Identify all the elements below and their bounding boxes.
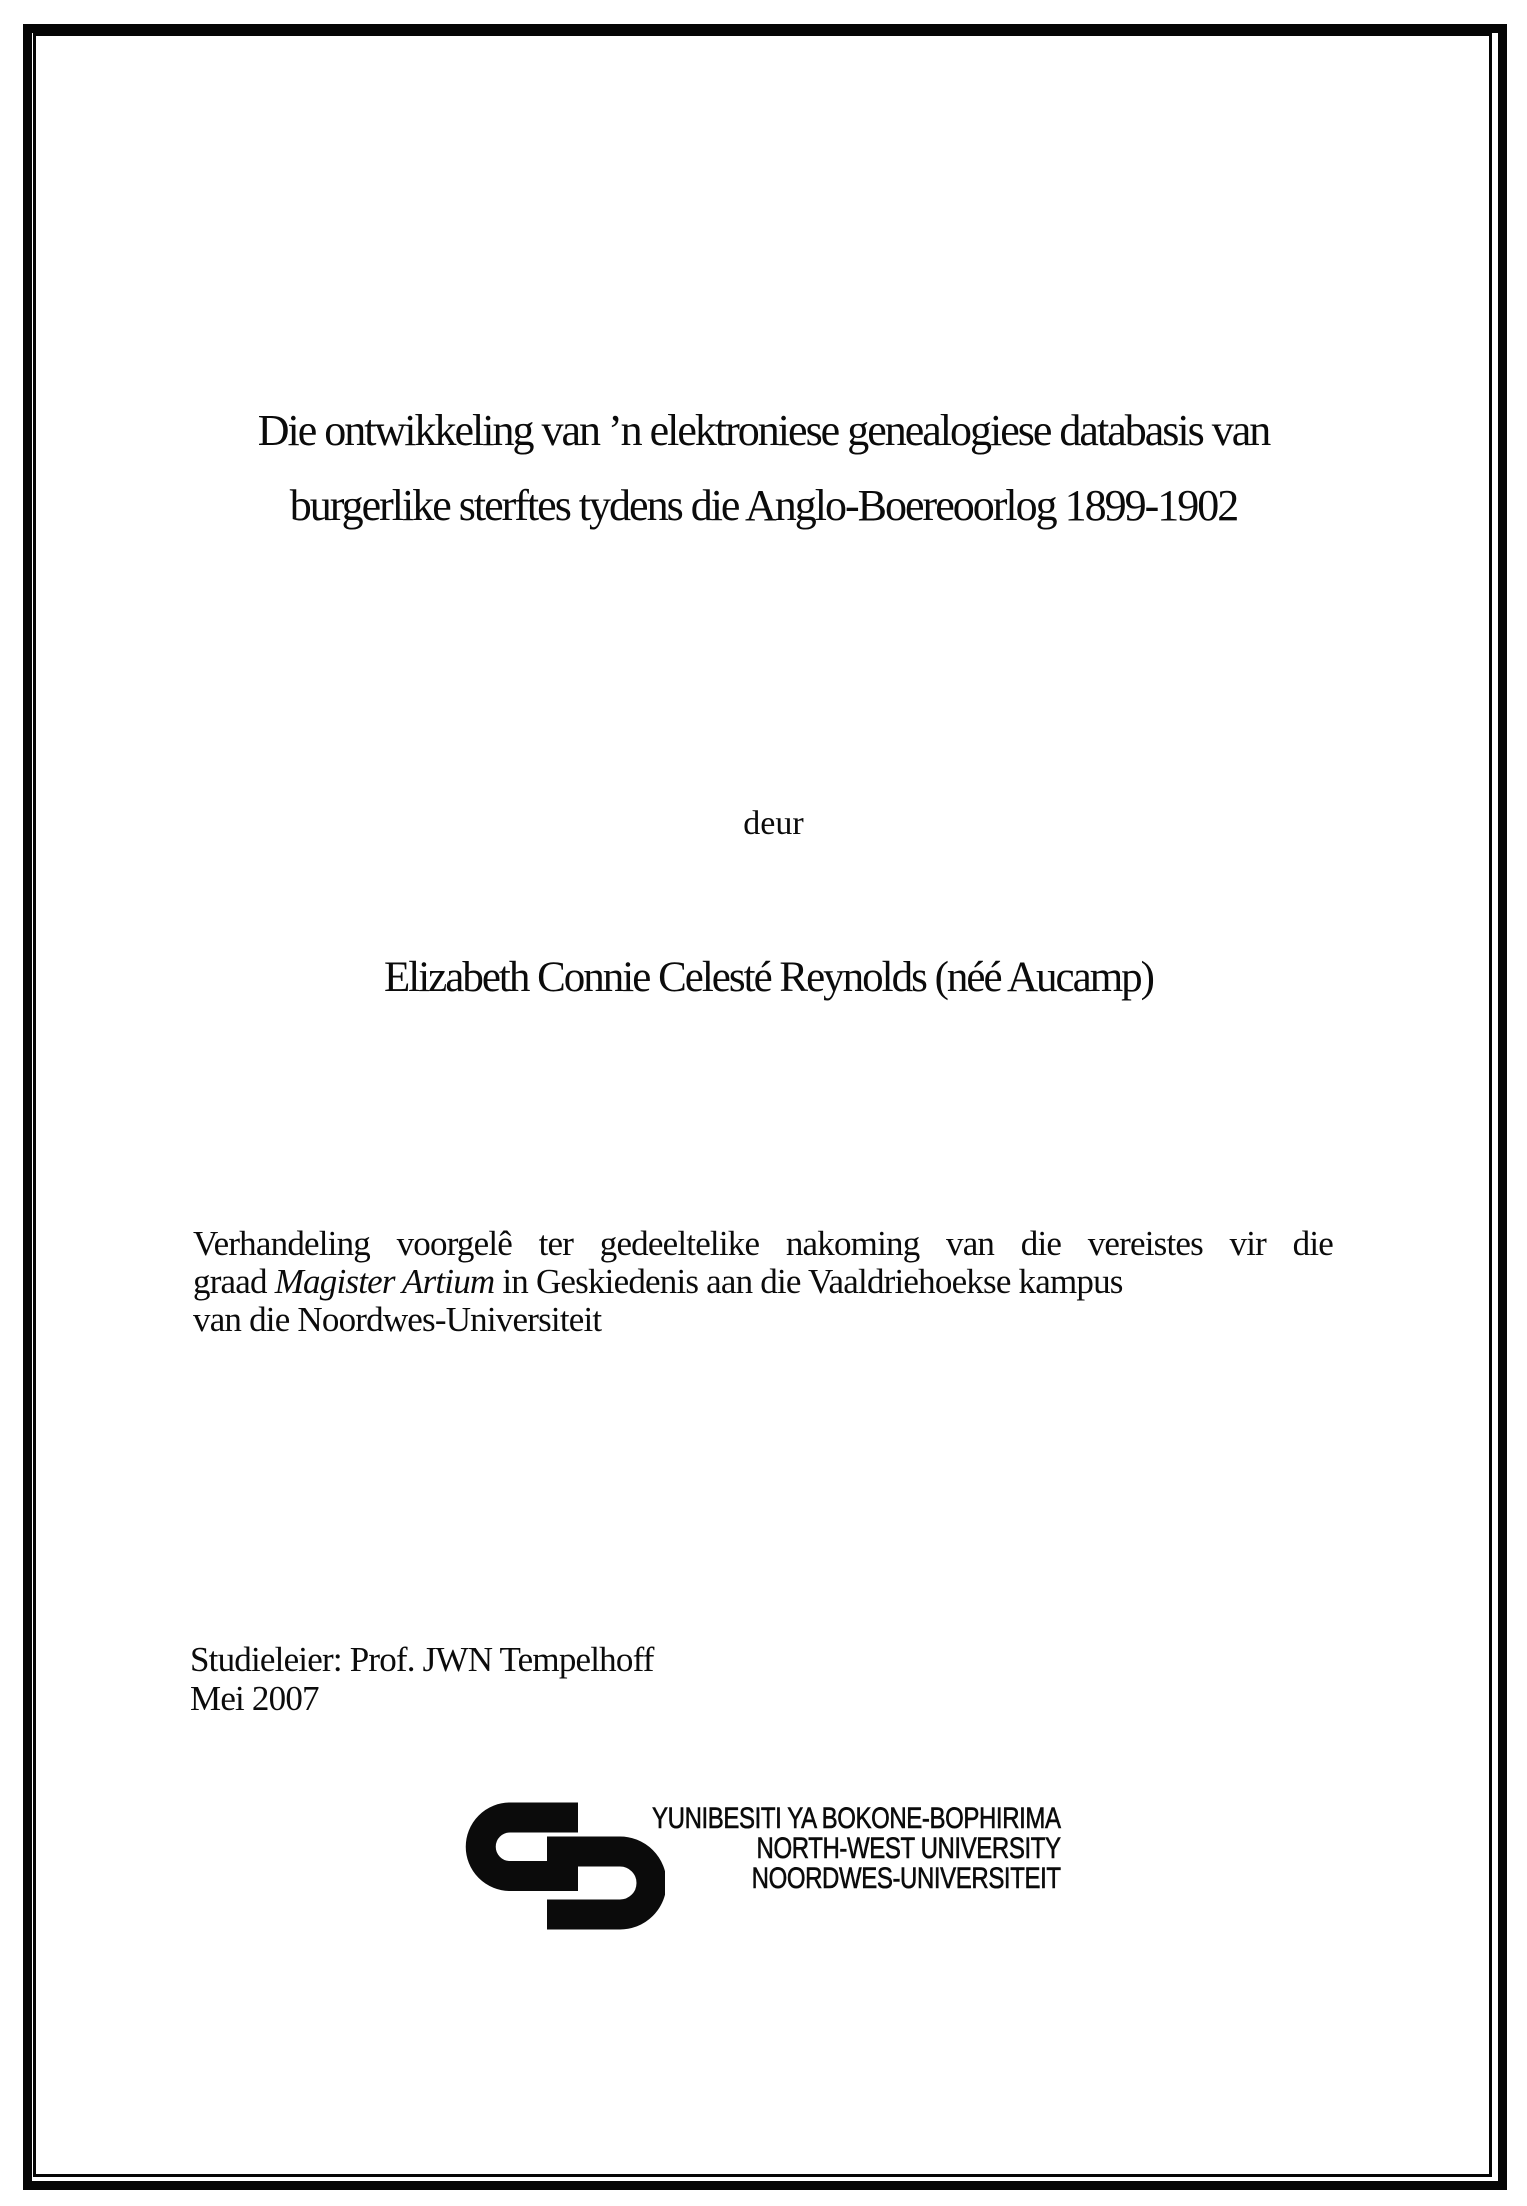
thesis-title — [70, 393, 1457, 543]
nwu-logo-wordmark — [587, 1804, 1061, 1894]
author-name: Elizabeth Connie Celesté Reynolds (néé Aucamp) — [384, 954, 1153, 1001]
date-line: Mei 2007 — [190, 1679, 319, 1718]
logo-line-afrikaans: NOORDWES-UNIVERSITEIT — [751, 1862, 1061, 1895]
thesis-statement-line-3: van die Noordwes-Universiteit — [193, 1300, 602, 1339]
logo-line-english: NORTH-WEST UNIVERSITY — [756, 1832, 1061, 1865]
degree-text-suffix: in Geskiedenis aan die Vaaldriehoekse kampus — [494, 1262, 1123, 1301]
supervisor-and-date — [190, 1640, 654, 1718]
degree-name-italic: Magister Artium — [274, 1262, 495, 1301]
thesis-statement-lines-2-3 — [193, 1263, 1333, 1339]
thesis-statement-line-1: Verhandeling voorgelê ter gedeeltelike nakoming van die vereistes vir die — [193, 1224, 1333, 1263]
logo-line-setswana: YUNIBESITI YA BOKONE-BOPHIRIMA — [652, 1802, 1061, 1835]
thesis-title-line-1: Die ontwikkeling van ’n elektroniese genealogiese databasis van — [257, 406, 1270, 455]
degree-text-prefix: graad — [193, 1262, 275, 1301]
thesis-title-line-2: burgerlike sterftes tydens die Anglo-Boereoorlog 1899-1902 — [289, 481, 1238, 530]
supervisor-line: Studieleier: Prof. JWN Tempelhoff — [190, 1640, 654, 1679]
thesis-statement — [193, 1225, 1333, 1339]
byline-deur: deur — [743, 805, 804, 842]
